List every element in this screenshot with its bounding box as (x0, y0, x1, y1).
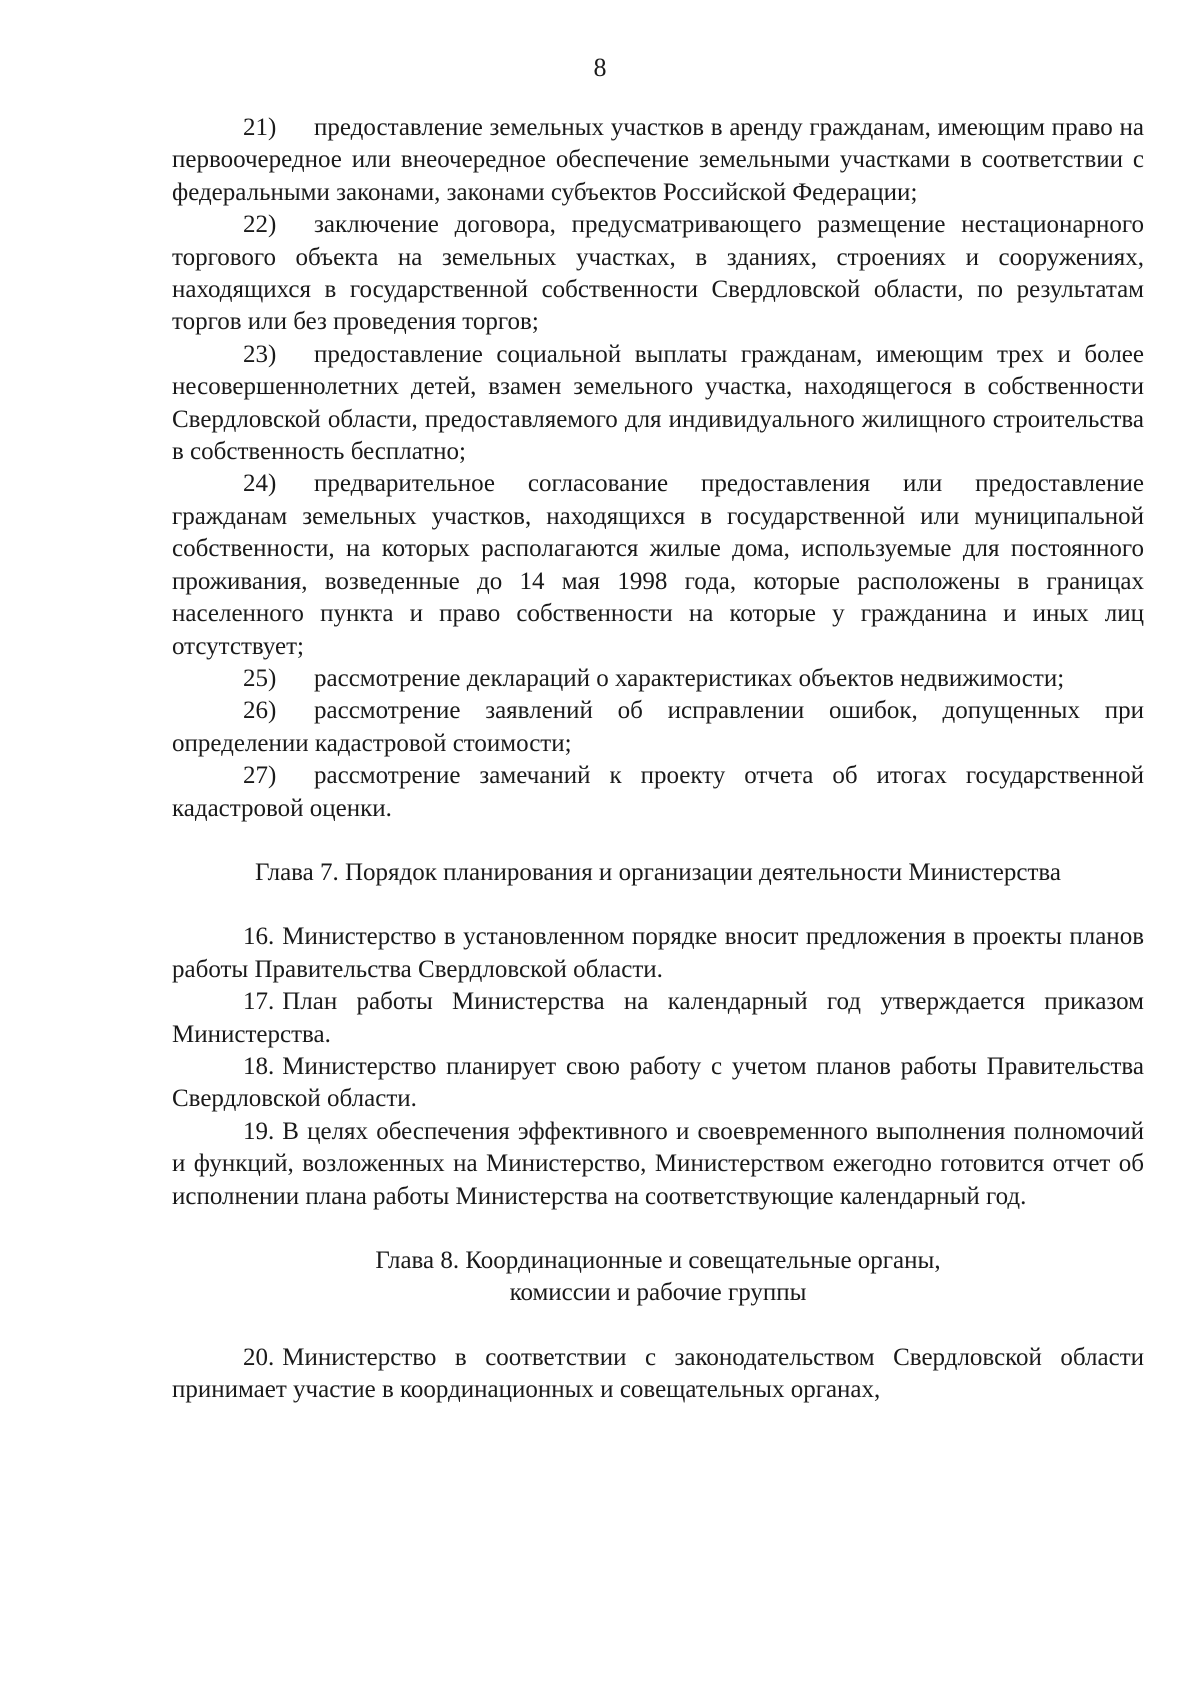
numbered-paragraph (172, 921, 1144, 986)
chapter-8-heading-line-2: комиссии и рабочие группы (509, 1279, 807, 1307)
paragraph-number: 16. (243, 923, 275, 951)
list-item (172, 112, 1144, 209)
numbered-paragraph (172, 1116, 1144, 1213)
list-item (172, 663, 1144, 695)
paragraph-text: В целях обеспечения эффективного и своевременного выполнения полномочий и функций, возложенных на Министерство, Министерством ежегодно готовится отчет об исполнении плана работы Министерства на соответствующие календарный год. (172, 1117, 1144, 1210)
list-item-number: 22) (243, 211, 277, 239)
document-body (172, 112, 1144, 1407)
paragraph-text: План работы Министерства на календарный год утверждается приказом Министерства. (172, 988, 1144, 1048)
paragraph-text: Министерство в соответствии с законодательством Свердловской области принимает участие в координационных и совещательных органах, (172, 1343, 1144, 1404)
numbered-paragraph (172, 1342, 1144, 1407)
list-item-number: 25) (243, 664, 277, 692)
spacer (172, 1310, 1144, 1342)
spacer (172, 825, 1144, 857)
chapter-8-heading-line-1: Глава 8. Координационные и совещательные органы, (375, 1247, 941, 1274)
list-item-text: рассмотрение замечаний к проекту отчета об итогах государственной кадастровой оценки. (172, 762, 1144, 822)
list-item-text: рассмотрение заявлений об исправлении ошибок, допущенных при определении кадастровой стоимости; (172, 697, 1144, 757)
list-item-text: предоставление социальной выплаты гражданам, имеющим трех и более несовершеннолетних детей, взамен земельного участка, находящегося в собственности Свердловской области, предоставляемого для индивидуального жилищного строительства в собственность бесплатно; (172, 340, 1144, 466)
spacer (172, 1213, 1144, 1245)
numbered-paragraph (172, 986, 1144, 1051)
page-number: 8 (593, 53, 607, 82)
list-item-number: 27) (243, 762, 277, 790)
paragraph-number: 17. (243, 988, 275, 1016)
list-item-number: 21) (243, 114, 277, 141)
list-item-text: рассмотрение деклараций о характеристиках объектов недвижимости; (314, 664, 1065, 692)
chapter-7-heading: Глава 7. Порядок планирования и организации деятельности Министерства (255, 858, 1061, 886)
list-item-text: заключение договора, предусматривающего размещение нестационарного торгового объекта на земельных участках, в зданиях, строениях и сооружениях, находящихся в государственной собственности Свердловской области, по результатам торгов или без проведения торгов; (172, 211, 1144, 336)
list-item (172, 468, 1144, 662)
list-item-number: 23) (243, 340, 277, 368)
spacer (172, 889, 1144, 921)
list-item (172, 209, 1144, 339)
list-item-number: 26) (243, 697, 277, 725)
list-item-number: 24) (243, 470, 277, 498)
paragraph-number: 19. (243, 1117, 275, 1145)
list-item (172, 695, 1144, 760)
list-item (172, 339, 1144, 469)
paragraph-number: 20. (243, 1343, 275, 1371)
list-item (172, 760, 1144, 825)
paragraph-text: Министерство планирует свою работу с учетом планов работы Правительства Свердловской области. (172, 1052, 1144, 1113)
paragraph-number: 18. (243, 1052, 275, 1080)
numbered-paragraph (172, 1051, 1144, 1116)
list-item-text: предварительное согласование предоставления или предоставление гражданам земельных участков, находящихся в государственной или муниципальной собственности, на которых располагаются жилые дома, используемые для постоянного проживания, возведенные до 14 мая 1998 года, которые расположены в границах населенного пункта и право собственности на которые у гражданина и иных лиц отсутствует; (172, 470, 1144, 660)
list-item-text: предоставление земельных участков в аренду гражданам, имеющим право на первоочередное или внеочередное обеспечение земельными участками в соответствии с федеральными законами, законами субъектов Российской Федерации; (172, 114, 1144, 206)
paragraph-text: Министерство в установленном порядке вносит предложения в проекты планов работы Правительства Свердловской области. (172, 923, 1144, 983)
